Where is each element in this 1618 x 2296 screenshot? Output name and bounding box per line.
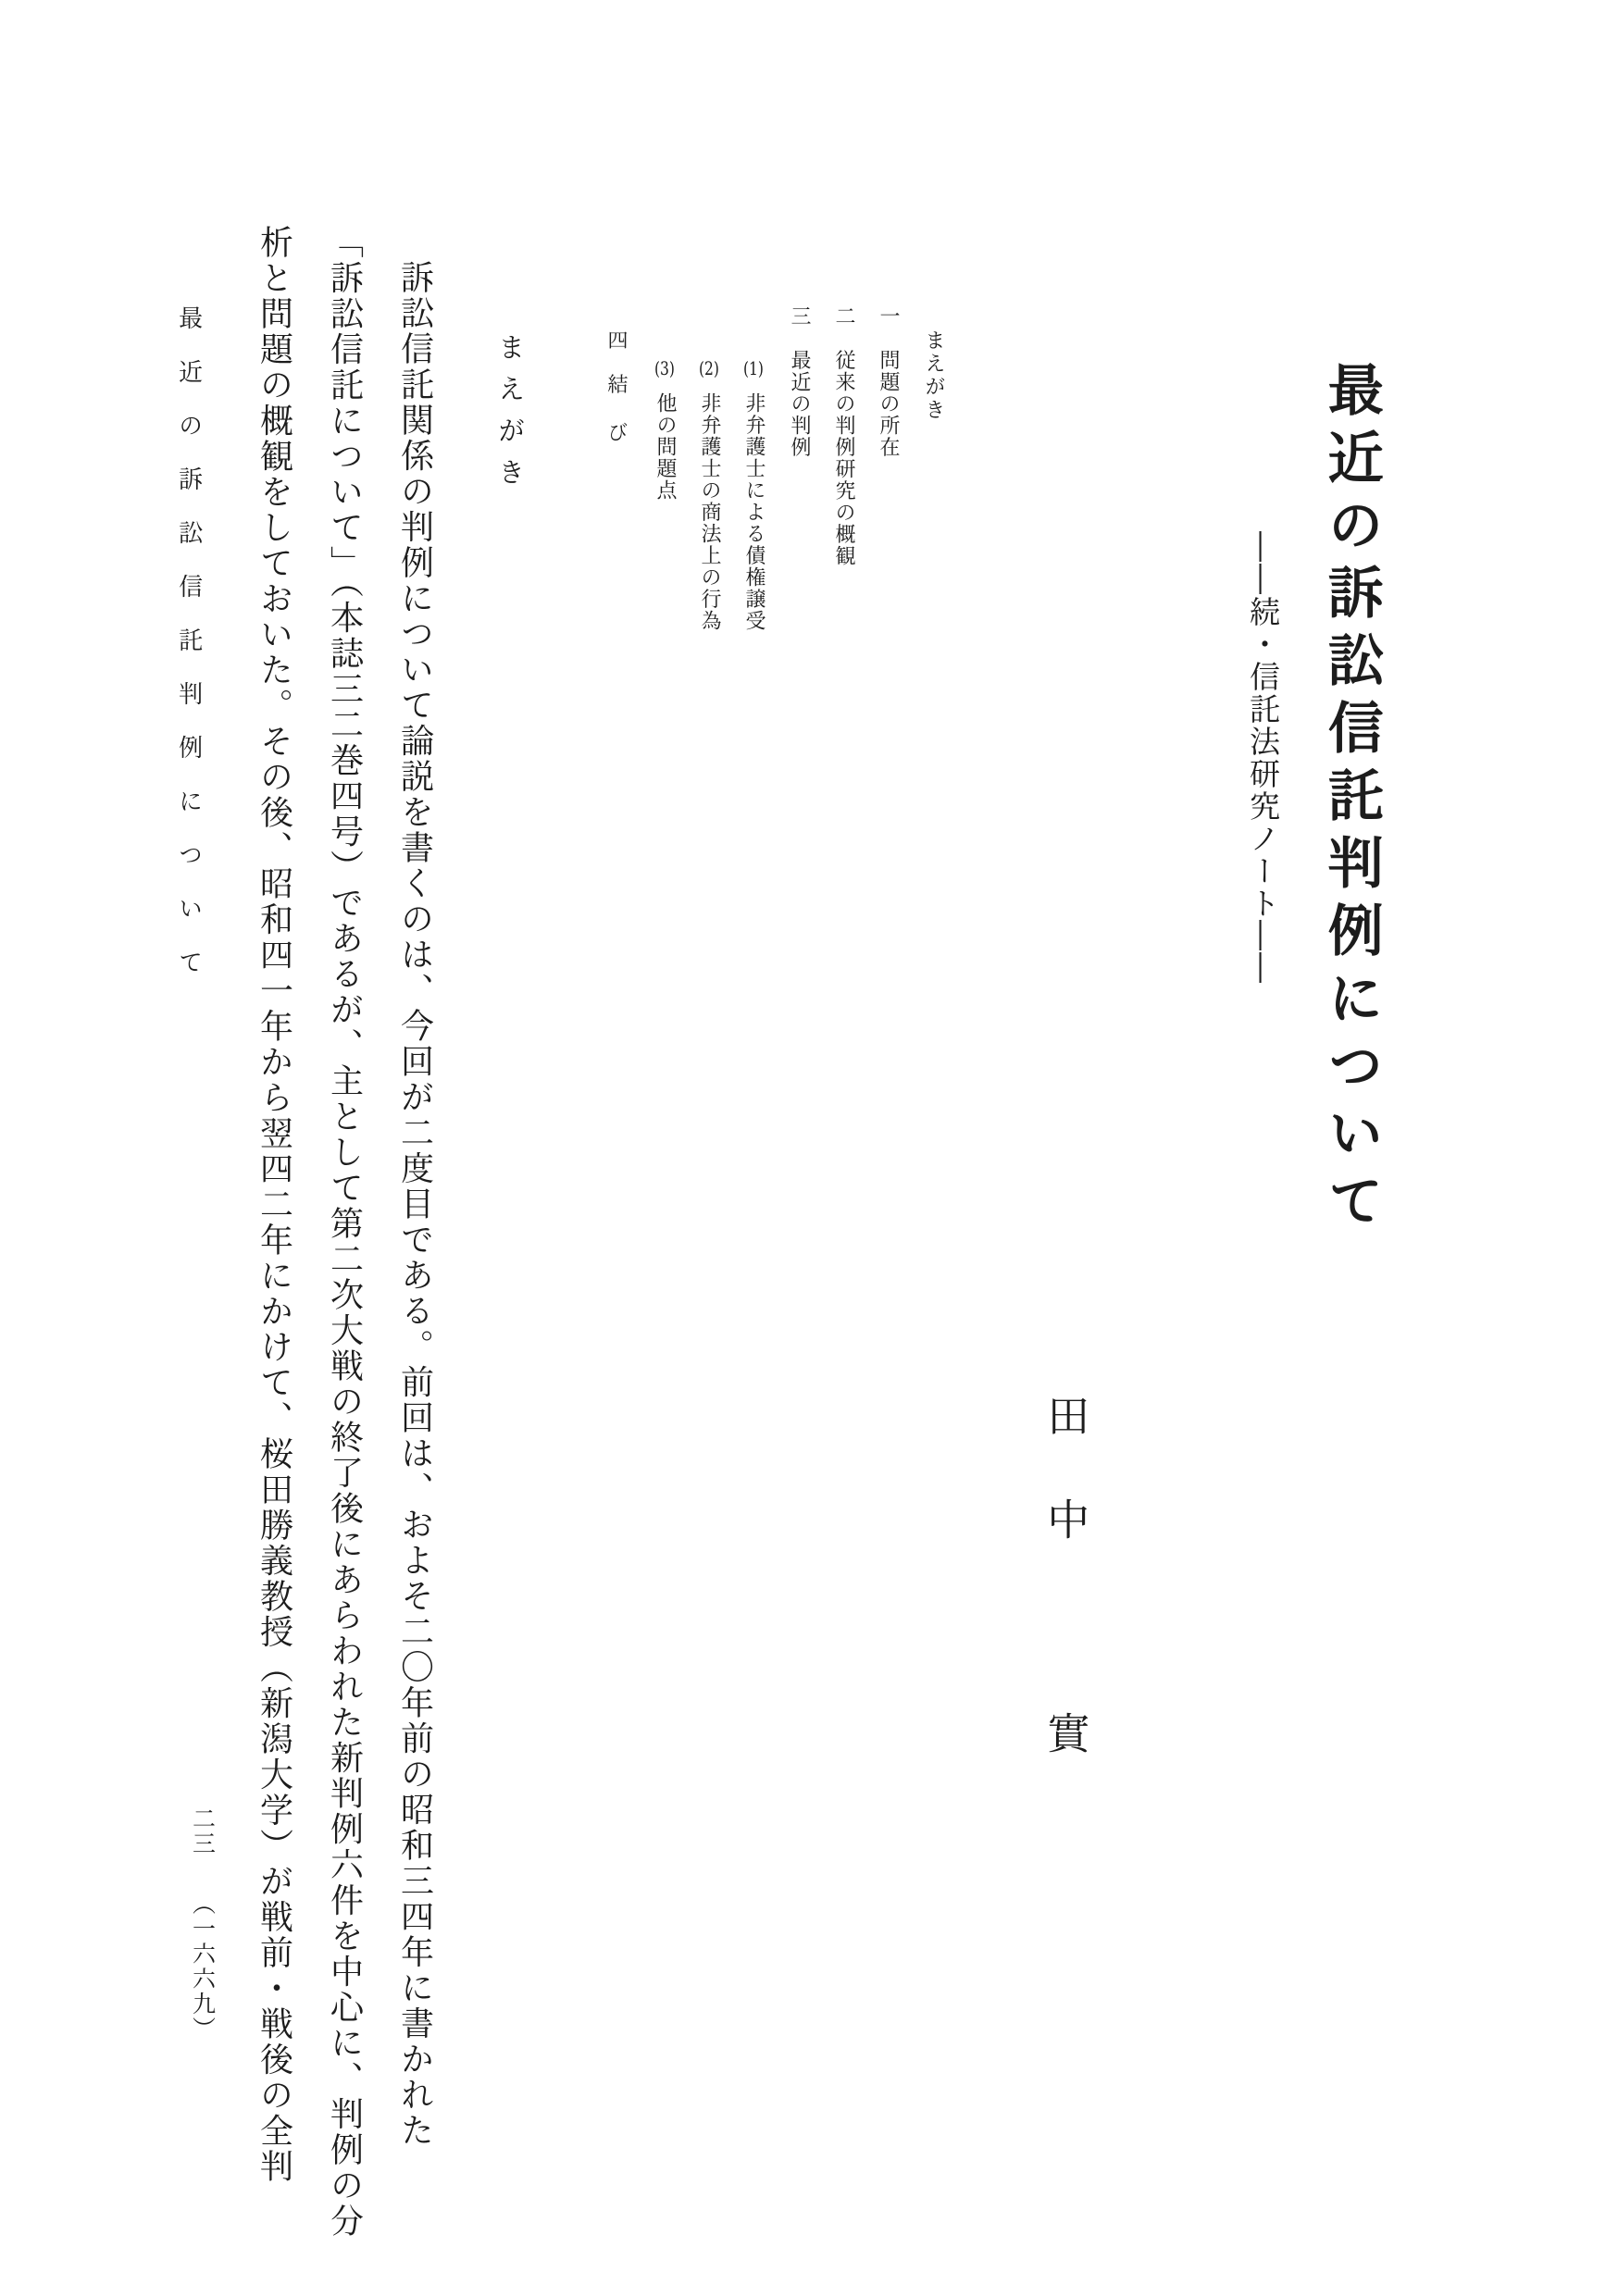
toc-subitem-3 (653, 359, 677, 502)
section-heading-maegaki: まえがき (494, 333, 527, 500)
author-char: 實 (1040, 1711, 1091, 1754)
toc-item-2 (831, 305, 855, 567)
body-column-1: 訴訟信託関係の判例について論説を書くのは、今回が二度目である。前回は、およそ二〇年前の昭和三四年に書かれた (395, 260, 434, 2149)
toc-subitem-number: (1) (742, 359, 764, 378)
toc-subitem-2 (697, 359, 721, 632)
toc-item-number: 二 (831, 305, 855, 328)
toc-subitem-1 (741, 359, 765, 632)
toc-item-4 (604, 329, 628, 470)
toc-heading: まえがき (921, 329, 945, 422)
toc-item-label: 最近の判例 (787, 349, 811, 458)
toc-item-label: 問題の所在 (876, 349, 900, 458)
toc-item-3 (787, 305, 811, 458)
author-char: 田 (1040, 1394, 1091, 1436)
body-column-3: 析と問題の概観をしておいた。その後、昭和四一年から翌四二年にかけて、桜田勝義教授（新潟大学）が戦前・戦後の全判 (255, 225, 293, 2185)
toc-subitem-number: (3) (653, 359, 675, 378)
running-title: 最近の訴訟信託判例について (174, 305, 203, 1003)
folio-column (189, 1806, 217, 2042)
toc-subitem-label: 他の問題点 (653, 392, 677, 502)
toc-subitem-number: (2) (698, 359, 719, 378)
toc-subitem-label: 非弁護士による債権譲受 (741, 392, 765, 632)
toc-item-number: 三 (787, 305, 811, 328)
page-number: 二三 (189, 1806, 217, 1856)
body-column-2: 「訴訟信託について」（本誌三二巻四号）であるが、主として第二次大戦の終了後にあらわれた新判例六件を中心に、判例の分 (325, 225, 364, 2240)
page-title: 最近の訴訟信託判例について (1318, 361, 1384, 1239)
toc-item-label: 従来の判例研究の概観 (831, 349, 855, 567)
folio-number: （一六六九） (189, 1892, 217, 2042)
page-subtitle: ――続・信託法研究ノート―― (1244, 531, 1281, 985)
toc-item-number: 一 (876, 305, 900, 328)
author-name (1040, 1394, 1090, 1754)
author-char: 中 (1040, 1497, 1091, 1540)
toc-item-1 (876, 305, 900, 458)
toc-item-label: 結び (604, 373, 628, 470)
toc-item-number: 四 (604, 329, 628, 352)
toc-subitem-label: 非弁護士の商法上の行為 (697, 392, 721, 632)
